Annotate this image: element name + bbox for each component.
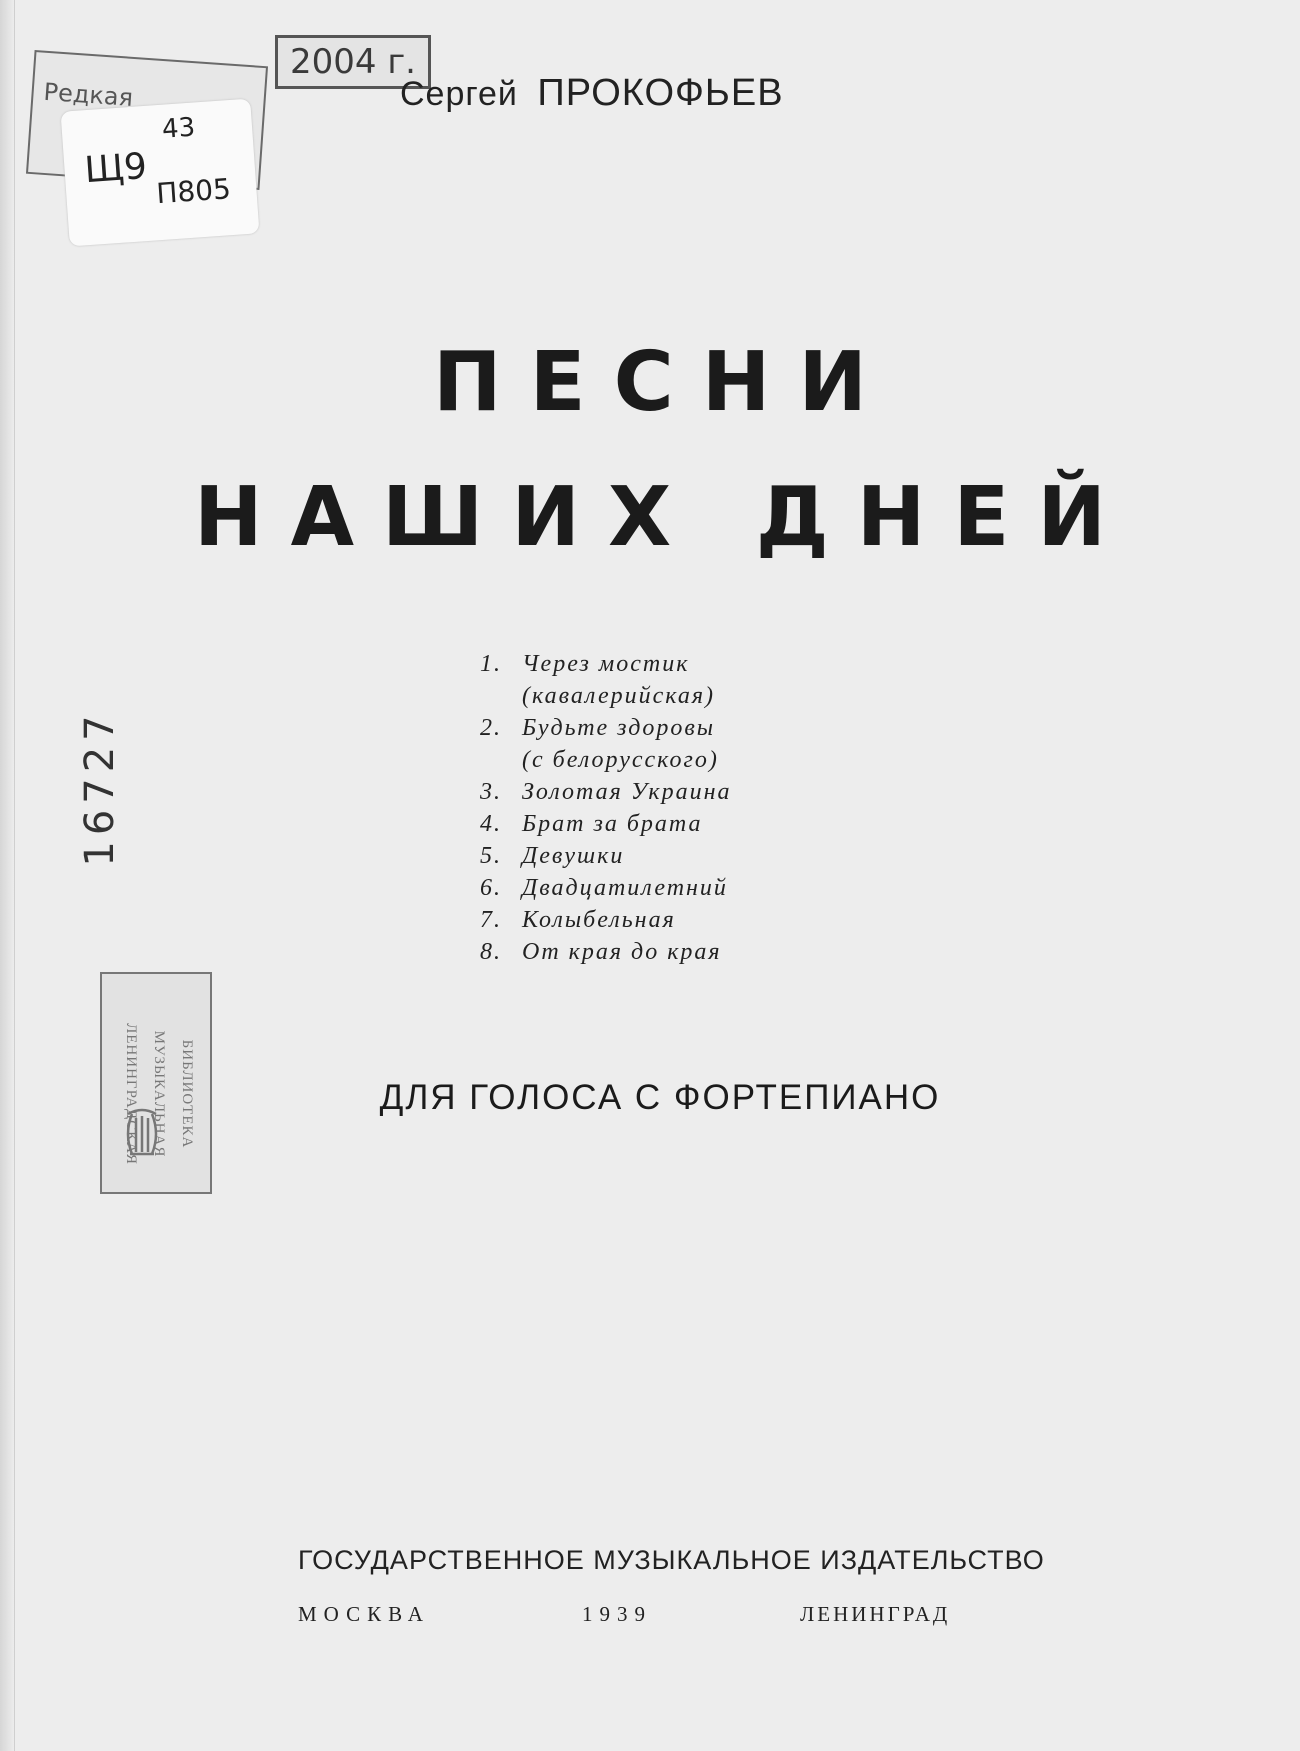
list-item bbox=[480, 840, 732, 872]
call-number-superscript: 43 bbox=[160, 112, 197, 145]
library-stamp-line: БИБЛИОТЕКА bbox=[179, 1039, 195, 1149]
imprint-city-leningrad: ЛЕНИНГРАД bbox=[800, 1602, 951, 1626]
list-item bbox=[480, 712, 732, 744]
inventory-number: 16727 bbox=[77, 709, 123, 867]
author-last-name: ПРОКОФЬЕВ bbox=[537, 72, 784, 114]
song-subtitle: (с белорусского) bbox=[522, 747, 719, 773]
song-subtitle: (кавалерийская) bbox=[522, 683, 716, 709]
song-title: Колыбельная bbox=[522, 907, 676, 933]
song-number: 5. bbox=[480, 843, 502, 869]
page-binding-edge bbox=[0, 0, 15, 1751]
song-number: 2. bbox=[480, 715, 502, 741]
list-item bbox=[480, 872, 732, 904]
song-list bbox=[480, 648, 732, 968]
song-number: 8. bbox=[480, 939, 502, 965]
imprint-city-moscow: МОСКВА bbox=[298, 1602, 430, 1626]
library-stamp-line: МУЗЫКАЛЬНАЯ bbox=[151, 1030, 167, 1158]
call-number-main: Щ9 bbox=[83, 145, 149, 192]
title-line-1: ПЕСНИ bbox=[432, 335, 896, 430]
call-number-sub: П805 bbox=[155, 172, 232, 211]
list-item bbox=[480, 936, 732, 968]
song-title: Золотая Украина bbox=[522, 779, 732, 805]
song-title: Брат за брата bbox=[522, 811, 703, 837]
library-stamp-line: ЛЕНИНГРАДСКАЯ bbox=[123, 1023, 139, 1165]
song-number: 7. bbox=[480, 907, 502, 933]
title-line-2: НАШИХ ДНЕЙ bbox=[193, 470, 1135, 565]
list-item bbox=[480, 776, 732, 808]
list-item bbox=[480, 904, 732, 936]
year-stamp: 2004 г. bbox=[275, 35, 431, 89]
list-item bbox=[480, 808, 732, 840]
call-number-label bbox=[61, 99, 260, 247]
song-number: 3. bbox=[480, 779, 502, 805]
publisher-name: ГОСУДАРСТВЕННОЕ МУЗЫКАЛЬНОЕ ИЗДАТЕЛЬСТВО bbox=[298, 1545, 1045, 1575]
song-number: 1. bbox=[480, 651, 502, 677]
library-slip-text: Редкая bbox=[42, 77, 134, 112]
song-title: Двадцатилетний bbox=[522, 875, 728, 901]
list-item bbox=[480, 680, 732, 712]
song-title: Через мостик bbox=[522, 651, 690, 677]
author-first-name: Сергей bbox=[400, 75, 518, 113]
song-number: 6. bbox=[480, 875, 502, 901]
song-number: 4. bbox=[480, 811, 502, 837]
subtitle: ДЛЯ ГОЛОСА С ФОРТЕПИАНО bbox=[379, 1078, 941, 1117]
list-item bbox=[480, 744, 732, 776]
imprint-year: 1939 bbox=[582, 1602, 652, 1626]
song-title: Будьте здоровы bbox=[522, 715, 716, 741]
author bbox=[400, 72, 880, 115]
song-title: От края до края bbox=[522, 939, 722, 965]
list-item bbox=[480, 648, 732, 680]
song-title: Девушки bbox=[522, 843, 625, 869]
